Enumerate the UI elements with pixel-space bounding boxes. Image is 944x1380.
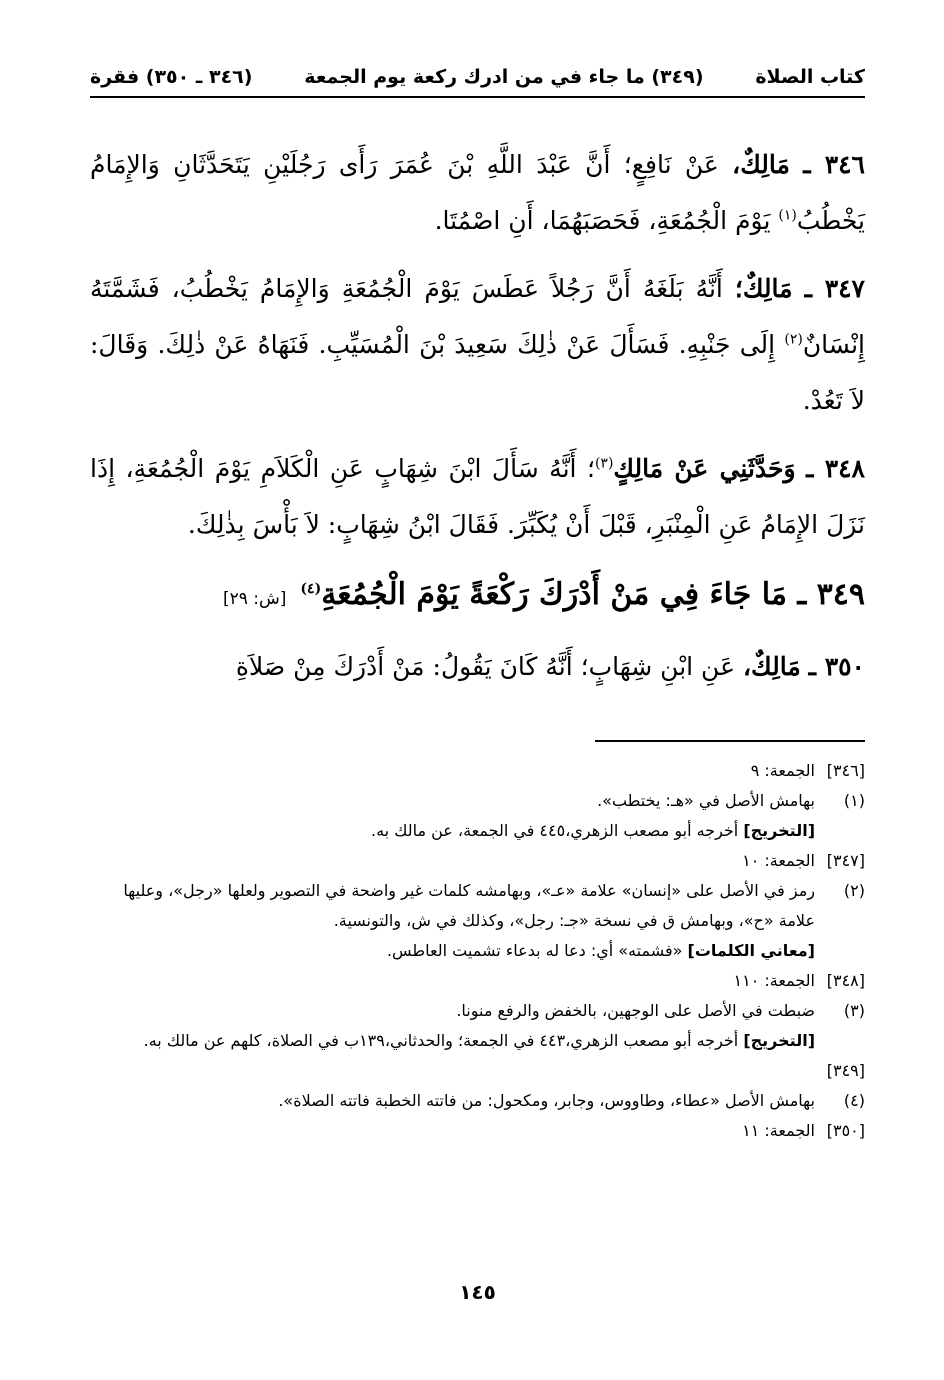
footnote-entry bbox=[90, 1056, 865, 1086]
paragraph-text-cont: ؛ أَنَّهُ سَأَلَ ابْنَ شِهَابٍ عَنِ الْكَلاَمِ يَوْمَ الْجُمُعَةِ، إِذَا نَزَلَ الإِمَامُ عَنِ الْمِنْبَرِ، قَبْلَ أَنْ يُكَبِّرَ. فَقَالَ ابْنُ شِهَابٍ: لاَ بَأْسَ بِذٰلِكَ. bbox=[90, 454, 865, 539]
footnote-text: الجمعة: ١١ bbox=[742, 1121, 815, 1140]
footnote-entry bbox=[90, 936, 865, 966]
paragraph-text-cont: إِلَى جَنْبِهِ. فَسَأَلَ عَنْ ذٰلِكَ سَعِيدَ بْنَ الْمُسَيِّبِ. فَنَهَاهُ عَنْ ذٰلِكَ. وَقَالَ: لاَ تَعُدْ. bbox=[90, 330, 865, 415]
paragraph-348 bbox=[90, 441, 865, 553]
footnote-entry bbox=[90, 1116, 865, 1146]
header-divider bbox=[90, 96, 865, 98]
footnote-tag: [التخريج] bbox=[743, 821, 815, 840]
footnote-text: بهامش الأصل في «هـ: يختطب». bbox=[597, 791, 815, 810]
footnote-label: (٤) bbox=[843, 1091, 865, 1110]
paragraph-text: أَنَّهُ بَلَغَهُ أَنَّ رَجُلاً عَطَسَ يَوْمَ الْجُمُعَةِ وَالإِمَامُ يَخْطُبُ، فَشَمَّتَهُ إِنْسَانٌ bbox=[90, 274, 865, 359]
paragraph-lead: وَحَدَّثَنِي عَنْ مَالِكٍ bbox=[613, 454, 796, 483]
footnote-entry bbox=[90, 786, 865, 816]
footnote-entry bbox=[90, 876, 865, 936]
footnote-tag: [التخريج] bbox=[743, 1031, 815, 1050]
footnote-label: [٣٤٦] bbox=[826, 761, 865, 780]
footnote-label: (٣) bbox=[843, 1001, 865, 1020]
footnote-entry bbox=[90, 1086, 865, 1116]
paragraph-347 bbox=[90, 261, 865, 429]
book-page bbox=[90, 40, 865, 1360]
paragraph-number: ٣٤٧ ـ bbox=[804, 274, 865, 303]
header-paragraph-range: (٣٤٦ ـ ٣٥٠) فقرة bbox=[90, 66, 253, 88]
paragraph-number: ٣٥٠ ـ bbox=[808, 652, 865, 681]
header-chapter-title: (٣٤٩) ما جاء في من ادرك ركعة يوم الجمعة bbox=[304, 66, 704, 88]
footnote-entry bbox=[90, 966, 865, 996]
paragraph-350 bbox=[90, 639, 865, 695]
footnote-text bbox=[90, 1056, 815, 1086]
footnote-entry bbox=[90, 756, 865, 786]
footnote-tag: [معاني الكلمات] bbox=[687, 941, 815, 960]
chapter-reference: [ش: ٢٩] bbox=[223, 589, 287, 609]
footnote-text: الجمعة: ١١٠ bbox=[733, 971, 815, 990]
footnote-ref: (٢) bbox=[784, 331, 803, 348]
footnote-label: [٣٥٠] bbox=[826, 1121, 865, 1140]
footnote-ref: (٤) bbox=[300, 581, 322, 597]
main-text bbox=[90, 137, 865, 707]
footnote-text: أخرجه أبو مصعب الزهري،٤٤٥ في الجمعة، عن مالك به. bbox=[371, 821, 739, 840]
header-book-title: كتاب الصلاة bbox=[755, 66, 865, 88]
footnote-divider bbox=[595, 740, 865, 742]
footnote-label: (١) bbox=[843, 791, 865, 810]
paragraph-text-cont: يَوْمَ الْجُمُعَةِ، فَحَصَبَهُمَا، أَنِ اصْمُتَا. bbox=[434, 206, 771, 235]
page-number: ١٤٥ bbox=[459, 1280, 496, 1304]
paragraph-number: ٣٤٨ ـ bbox=[806, 454, 865, 483]
footnote-ref: (١) bbox=[778, 207, 797, 224]
footnotes bbox=[90, 756, 865, 1146]
paragraph-text: عَنِ ابْنِ شِهَابٍ؛ أَنَّهُ كَانَ يَقُولُ: مَنْ أَدْرَكَ مِنْ صَلاَةِ bbox=[235, 652, 735, 681]
footnote-label: [٣٤٨] bbox=[826, 971, 865, 990]
footnote-entry bbox=[90, 996, 865, 1026]
footnote-ref: (٣) bbox=[594, 455, 614, 472]
paragraph-346 bbox=[90, 137, 865, 249]
footnote-entry bbox=[90, 1026, 865, 1056]
footnote-label: [٣٤٩] bbox=[826, 1061, 865, 1080]
footnote-text: أخرجه أبو مصعب الزهري،٤٤٣ في الجمعة؛ والحدثاني،١٣٩ب في الصلاة، كلهم عن مالك به. bbox=[143, 1031, 739, 1050]
chapter-heading bbox=[90, 565, 865, 629]
running-header bbox=[90, 60, 865, 94]
footnote-label: (٢) bbox=[843, 881, 865, 900]
paragraph-lead: مَالِكٌ؛ bbox=[734, 274, 793, 303]
footnote-text: الجمعة: ١٠ bbox=[742, 851, 815, 870]
footnote-text: ضبطت في الأصل على الوجهين، بالخفض والرفع منونا. bbox=[456, 1001, 815, 1020]
footnote-entry bbox=[90, 846, 865, 876]
footnote-text: الجمعة: ٩ bbox=[750, 761, 815, 780]
paragraph-lead: مَالِكٌ، bbox=[742, 652, 801, 681]
footnote-text: رمز في الأصل على «إنسان» علامة «عـ»، وبهامشه كلمات غير واضحة في التصوير ولعلها «رجل»، وعليها علامة «ح»، وبهامش ق في نسخة «جـ: رجل»، وكذلك في ش، والتونسية. bbox=[123, 881, 815, 930]
paragraph-number: ٣٤٦ ـ bbox=[803, 150, 865, 179]
footnote-text: «فشمته» أي: دعا له بدعاء تشميت العاطس. bbox=[386, 941, 683, 960]
footnote-text: بهامش الأصل «عطاء، وطاووس، وجابر، ومكحول: من فاتته الخطبة فاتته الصلاة». bbox=[278, 1091, 815, 1110]
footnote-label: [٣٤٧] bbox=[826, 851, 865, 870]
footnote-entry bbox=[90, 816, 865, 846]
chapter-heading-text: ٣٤٩ ـ مَا جَاءَ فِي مَنْ أَدْرَكَ رَكْعَةً يَوْمَ الْجُمُعَةِ bbox=[321, 577, 865, 612]
paragraph-lead: مَالِكٌ، bbox=[732, 150, 790, 179]
paragraph-text: عَنْ نَافِعٍ؛ أَنَّ عَبْدَ اللَّهِ بْنَ عُمَرَ رَأَى رَجُلَيْنِ يَتَحَدَّثَانِ وَالإِمَامُ يَخْطُبُ bbox=[90, 150, 865, 235]
